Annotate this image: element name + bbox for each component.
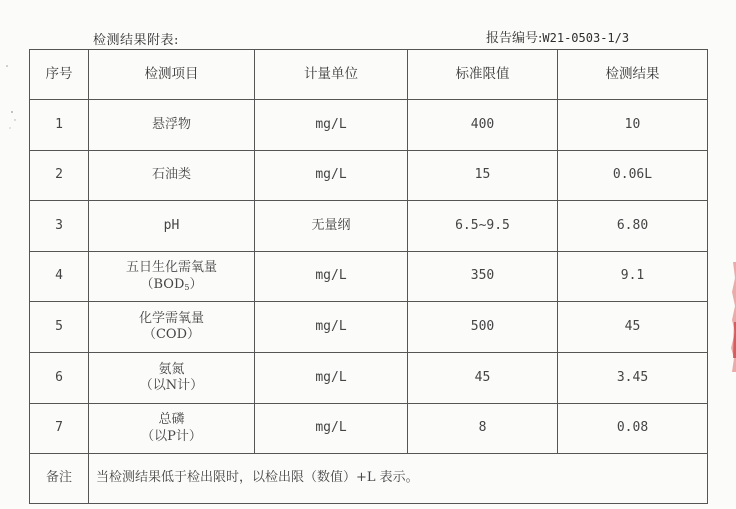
remark-text: 当检测结果低于检出限时，以检出限（数值）+L 表示。: [89, 454, 708, 504]
row-number: 3: [30, 201, 89, 252]
column-header: 标准限值: [408, 50, 558, 100]
column-header: 计量单位: [255, 50, 408, 100]
row-number: 2: [30, 151, 89, 201]
table-row: [30, 302, 708, 353]
table-row: [30, 353, 708, 404]
unit: mg/L: [255, 151, 408, 201]
remark-row: [30, 454, 708, 504]
report-number-value: W21-0503-1/3: [542, 31, 630, 45]
test-result: 0.06L: [558, 151, 708, 201]
standard-limit: 350: [408, 252, 558, 302]
unit: mg/L: [255, 302, 408, 353]
remark-label: 备注: [30, 454, 89, 504]
standard-limit: 400: [408, 100, 558, 151]
test-item: 悬浮物: [89, 100, 255, 151]
test-item: 石油类: [89, 151, 255, 201]
column-header: 检测项目: [89, 50, 255, 100]
table-row: [30, 404, 708, 454]
test-item-detail: （以P计）: [141, 428, 202, 444]
test-item-detail: [89, 277, 254, 293]
test-item-detail: （以N计）: [139, 378, 204, 393]
unit: 无量纲: [255, 201, 408, 252]
table-row: [30, 100, 708, 151]
test-item-name: 五日生化需氧量: [125, 260, 217, 276]
subscript: 5: [184, 282, 190, 292]
test-item: [89, 302, 255, 353]
appendix-title: 检测结果附表:: [93, 33, 179, 48]
test-result: 45: [558, 302, 708, 353]
row-number: 5: [30, 302, 89, 353]
test-item-detail-end: ）: [189, 276, 203, 292]
scan-specks: [4, 62, 18, 142]
table-row: [30, 201, 708, 252]
standard-limit: 6.5~9.5: [408, 201, 558, 252]
row-number: 4: [30, 252, 89, 302]
unit: mg/L: [255, 404, 408, 454]
standard-limit: 45: [408, 353, 558, 404]
test-result: 9.1: [558, 252, 708, 302]
test-item: pH: [89, 201, 255, 252]
unit: mg/L: [255, 353, 408, 404]
test-item: [89, 252, 255, 302]
row-number: 1: [30, 100, 89, 151]
test-result: 10: [558, 100, 708, 151]
column-header: 检测结果: [558, 50, 708, 100]
table-row: [30, 252, 708, 302]
standard-limit: 15: [408, 151, 558, 201]
table-header-row: [30, 50, 708, 100]
test-result: 0.08: [558, 404, 708, 454]
column-header: 序号: [30, 50, 89, 100]
results-table: [29, 49, 708, 504]
standard-limit: 500: [408, 302, 558, 353]
standard-limit: 8: [408, 404, 558, 454]
unit: mg/L: [255, 252, 408, 302]
test-result: 6.80: [558, 201, 708, 252]
test-item-name: 总磷: [158, 412, 185, 428]
test-item-detail-text: （BOD: [140, 276, 185, 292]
report-number: [486, 27, 629, 46]
test-item-name: 化学需氧量: [138, 310, 204, 326]
report-number-label: 报告编号:: [486, 31, 543, 46]
table-row: [30, 151, 708, 201]
test-result: 3.45: [558, 353, 708, 404]
row-number: 7: [30, 404, 89, 454]
unit: mg/L: [255, 100, 408, 151]
row-number: 6: [30, 353, 89, 404]
test-item-detail: （COD）: [142, 327, 201, 342]
test-item: [89, 353, 255, 404]
test-item-name: 氨氮: [158, 361, 185, 377]
seal-stamp-edge: [726, 262, 736, 372]
test-item: [89, 404, 255, 454]
